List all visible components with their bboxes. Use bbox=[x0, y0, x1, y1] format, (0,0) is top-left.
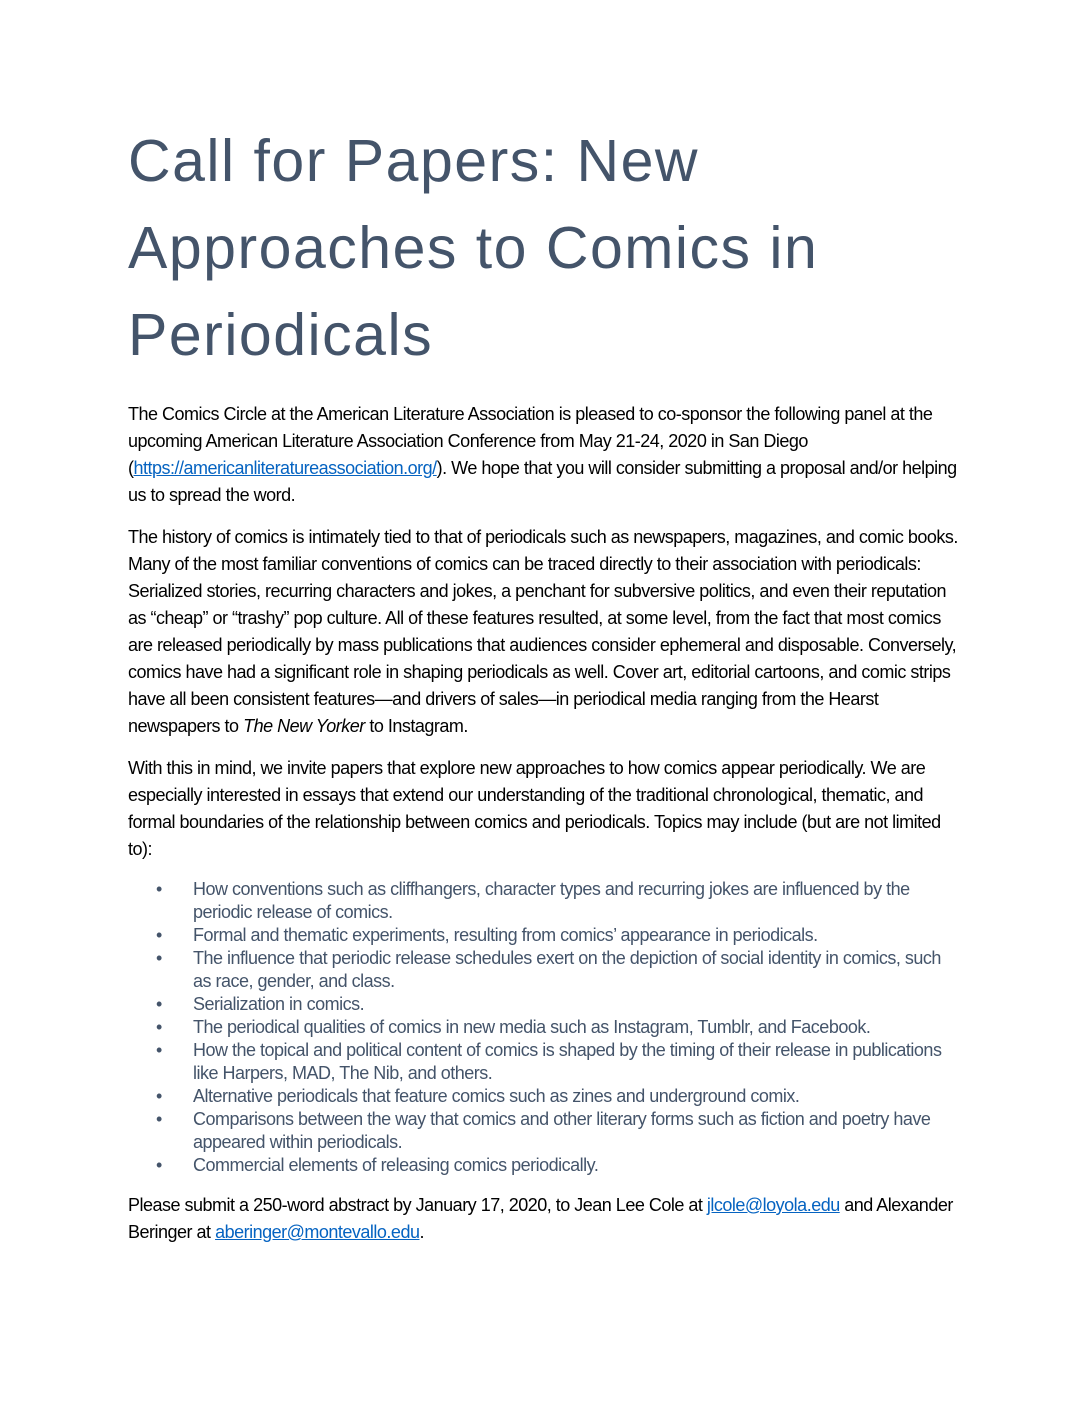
topic-list-item: • Alternative periodicals that feature comics such as zines and underground comix. bbox=[193, 1085, 960, 1108]
topic-list-item: • Formal and thematic experiments, resulting from comics’ appearance in periodicals. bbox=[193, 924, 960, 947]
topic-list-item: • Comparisons between the way that comics and other literary forms such as fiction and poetry have appeared within periodicals. bbox=[193, 1108, 960, 1154]
text-run: ). We hope that you will consider submitting a proposal and/or helping us to spread the word. bbox=[128, 458, 957, 505]
paragraph-intro bbox=[128, 401, 960, 509]
topic-list-item: • Commercial elements of releasing comics periodically. bbox=[193, 1154, 960, 1177]
paragraph-invite bbox=[128, 755, 960, 863]
document-title: Call for Papers: New Approaches to Comics in Periodicals bbox=[128, 128, 819, 368]
jlcole-email-link[interactable]: jlcole@loyola.edu bbox=[706, 1195, 840, 1215]
paragraph-closing bbox=[128, 1192, 960, 1246]
ala-website-link[interactable]: https://americanliteratureassociation.org/ bbox=[133, 458, 437, 478]
topic-list-item: • Serialization in comics. bbox=[193, 993, 960, 1016]
text-run: The Comics Circle at the American Literature Association is pleased to co-sponsor the following panel at the upcoming American Literature Association Conference from May 21-24, 2020 in San Diego ( bbox=[128, 404, 933, 478]
topic-list-item: • How conventions such as cliffhangers, character types and recurring jokes are influenced by the periodic release of comics. bbox=[193, 878, 960, 924]
text-run: Please submit a 250-word abstract by January 17, 2020, to Jean Lee Cole at bbox=[128, 1195, 707, 1215]
topics-bullet-list bbox=[128, 878, 960, 1177]
text-run: With this in mind, we invite papers that explore new approaches to how comics appear periodically. We are especially interested in essays that extend our understanding of the traditional chronological, thematic, and formal boundaries of the relationship between comics and periodicals. Topics may include (but are not limited to): bbox=[128, 758, 941, 859]
topic-list-item: • The periodical qualities of comics in new media such as Instagram, Tumblr, and Facebook. bbox=[193, 1016, 960, 1039]
aberinger-email-link[interactable]: aberinger@montevallo.edu bbox=[215, 1222, 420, 1242]
text-run: The history of comics is intimately tied to that of periodicals such as newspapers, magazines, and comic books. Many of the most familiar conventions of comics can be traced directly to their association with periodicals: Serialized stories, recurring characters and jokes, a penchant for subversive politics, and even their reputation as “cheap” or “trashy” pop culture. All of these features resulted, at some level, from the fact that most comics are released periodically by mass publications that audiences consider ephemeral and disposable. Conversely, comics have had a significant role in shaping periodicals as well. Cover art, editorial cartoons, and comic strips have all been consistent features—and drivers of sales—in periodical media ranging from the Hearst newspapers to bbox=[128, 527, 958, 736]
topic-list-item: • The influence that periodic release schedules exert on the depiction of social identity in comics, such as race, gender, and class. bbox=[193, 947, 960, 993]
text-run: and Alexander Beringer at bbox=[128, 1195, 953, 1242]
text-run: . bbox=[419, 1222, 424, 1242]
paragraph-history bbox=[128, 524, 960, 740]
topic-list-item: • How the topical and political content of comics is shaped by the timing of their release in publications like Harpers, MAD, The Nib, and others. bbox=[193, 1039, 960, 1085]
text-run: to Instagram. bbox=[364, 716, 468, 736]
italic-text: The New Yorker bbox=[243, 716, 365, 736]
